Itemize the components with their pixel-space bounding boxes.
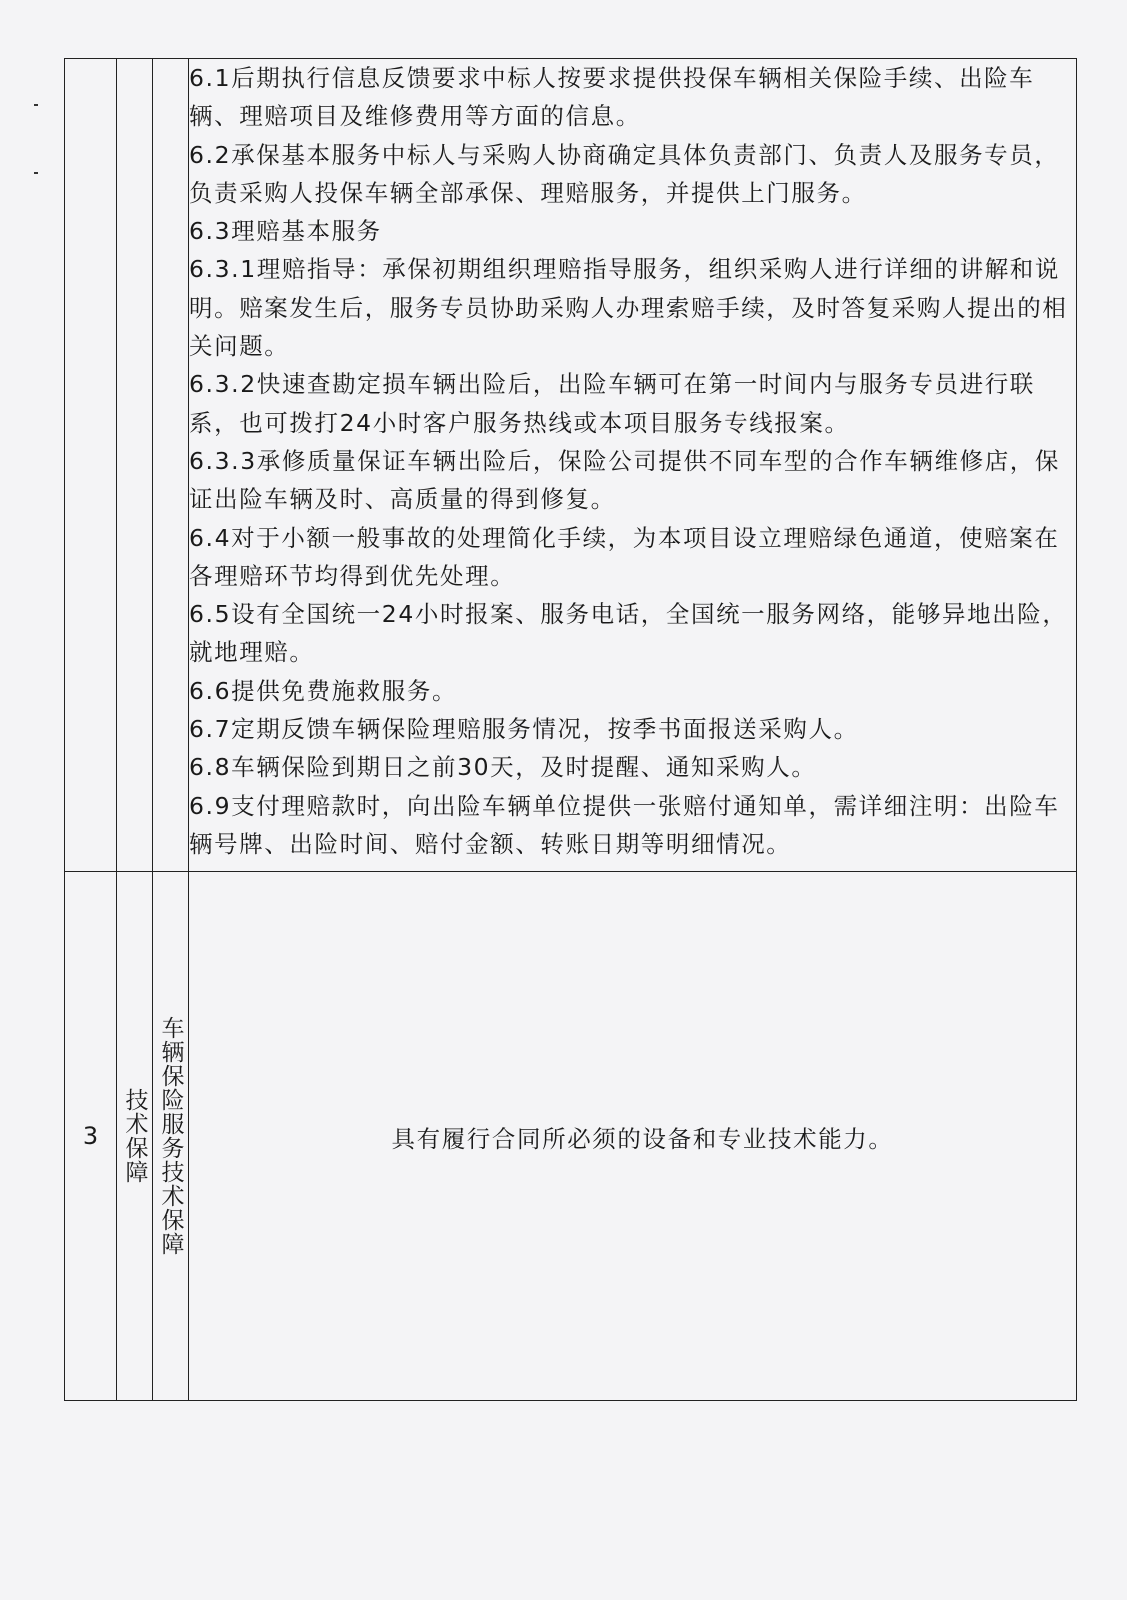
table-row bbox=[65, 59, 1077, 872]
clause-6-1: 6.1后期执行信息反馈要求中标人按要求提供投保车辆相关保险手续、出险车辆、理赔项目及维修费用等方面的信息。 bbox=[189, 64, 1035, 131]
item-cell bbox=[153, 872, 189, 1401]
requirement-text: 具有履行合同所必须的设备和专业技术能力。 bbox=[391, 1125, 894, 1153]
requirements-table bbox=[64, 58, 1077, 1401]
clause-6-3-1: 6.3.1理赔指导：承保初期组织理赔指导服务，组织采购人进行详细的讲解和说明。赔案发生后，服务专员协助采购人办理索赔手续，及时答复采购人提出的相关问题。 bbox=[189, 255, 1068, 361]
binding-mark bbox=[34, 172, 38, 174]
table-row bbox=[65, 872, 1077, 1401]
clause-6-4: 6.4对于小额一般事故的处理简化手续，为本项目设立理赔绿色通道，使赔案在各理赔环节均得到优先处理。 bbox=[189, 523, 1060, 590]
item-label: 车辆保险服务技术保障 bbox=[157, 1016, 184, 1256]
requirement-cell bbox=[189, 59, 1077, 872]
clause-6-3-2: 6.3.2快速查勘定损车辆出险后，出险车辆可在第一时间内与服务专员进行联系，也可拨打24小时客户服务热线或本项目服务专线报案。 bbox=[189, 370, 1035, 437]
category-cell bbox=[117, 872, 153, 1401]
clause-6-9: 6.9支付理赔款时，向出险车辆单位提供一张赔付通知单，需详细注明：出险车辆号牌、出险时间、赔付金额、转账日期等明细情况。 bbox=[189, 791, 1060, 858]
requirement-cell bbox=[189, 872, 1077, 1401]
row-number: 3 bbox=[82, 1122, 99, 1150]
clause-6-3-3: 6.3.3承修质量保证车辆出险后，保险公司提供不同车型的合作车辆维修店，保证出险车辆及时、高质量的得到修复。 bbox=[189, 446, 1060, 514]
clause-6-5: 6.5设有全国统一24小时报案、服务电话，全国统一服务网络，能够异地出险，就地理赔。 bbox=[189, 600, 1068, 667]
clause-6-8: 6.8车辆保险到期日之前30天，及时提醒、通知采购人。 bbox=[189, 753, 817, 782]
number-cell bbox=[65, 59, 117, 872]
item-cell bbox=[153, 59, 189, 872]
clause-6-6: 6.6提供免费施救服务。 bbox=[189, 676, 458, 705]
number-cell bbox=[65, 872, 117, 1401]
category-label: 技术保障 bbox=[121, 1088, 148, 1184]
clause-6-3: 6.3理赔基本服务 bbox=[189, 217, 382, 246]
category-cell bbox=[117, 59, 153, 872]
binding-mark bbox=[34, 104, 38, 106]
clause-6-2: 6.2承保基本服务中标人与采购人协商确定具体负责部门、负责人及服务专员，负责采购人投保车辆全部承保、理赔服务，并提供上门服务。 bbox=[189, 140, 1060, 207]
clause-6-7: 6.7定期反馈车辆保险理赔服务情况，按季书面报送采购人。 bbox=[189, 715, 859, 744]
